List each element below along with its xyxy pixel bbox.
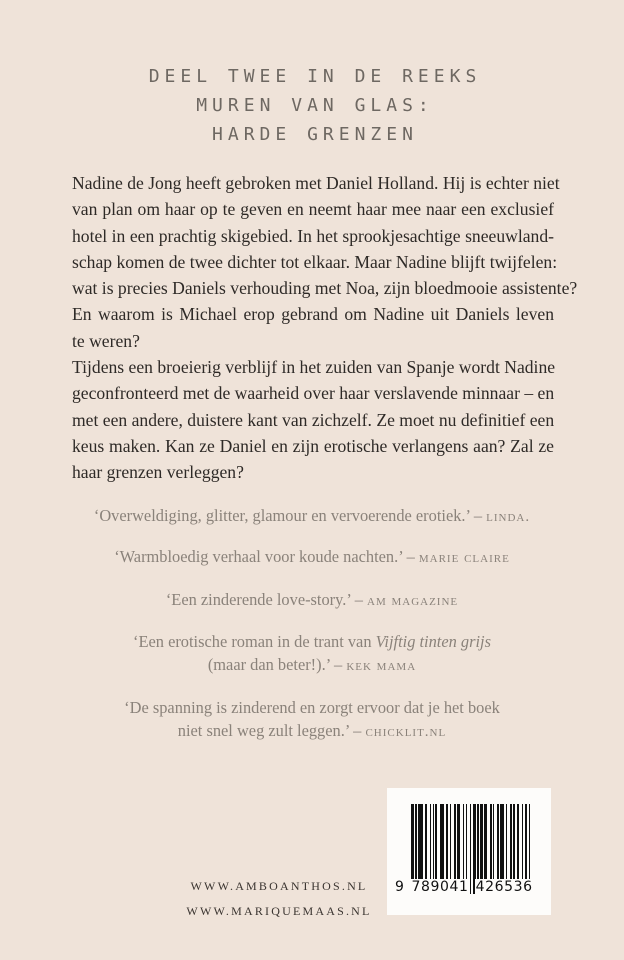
review-quote-marie-claire (0, 545, 624, 570)
blurb-line: En waarom is Michael erop gebrand om Nadine uit Daniels leven (72, 304, 554, 325)
quote-source: kek mama (346, 658, 417, 674)
blurb-line: te weren? (72, 330, 140, 351)
quote-source: chicklit.nl (365, 724, 447, 740)
quote-source: marie claire (418, 550, 510, 566)
blurb-line: schap komen de twee dichter tot elkaar. Maar Nadine blijft twijfelen: (72, 251, 558, 272)
quote-text: ‘Een erotische roman in de trant van (133, 632, 376, 651)
blurb-line: hotel in een prachtig skigebied. In het sprookjesachtige sneeuwland- (72, 225, 554, 246)
quote-text: ‘Overweldiging, glitter, glamour en vervoerende erotiek.’ – (93, 506, 487, 525)
blurb-line: haar grenzen verleggen? (72, 462, 244, 483)
blurb (72, 170, 578, 486)
blurb-paragraph-2 (72, 354, 554, 485)
quote-source: linda. (486, 509, 531, 525)
series-title-line-3: HARDE GRENZEN (212, 124, 418, 145)
quote-text: (maar dan beter!).’ – (207, 655, 347, 674)
url-amboanthos[interactable]: WWW.AMBOANTHOS.NL (190, 879, 368, 893)
review-quote-chicklit (0, 696, 624, 744)
publisher-urls (0, 874, 558, 924)
blurb-line: Tijdens een broeierig verblijf in het zuiden van Spanje wordt Nadine (72, 357, 556, 378)
blurb-line: van plan om haar op te geven en neemt haar mee naar een exclusief (72, 199, 554, 220)
review-quote-am-magazine (0, 588, 624, 613)
quote-text: niet snel weg zult leggen.’ – (177, 721, 366, 740)
url-mariquemaas[interactable]: WWW.MARIQUEMAAS.NL (186, 904, 372, 918)
blurb-line: keus maken. Kan ze Daniel en zijn erotische verlangens aan? Zal ze (72, 435, 554, 456)
blurb-line: geconfronteerd met de waarheid over haar verslavende minnaar – en (72, 383, 555, 404)
quote-book-title: Vijftig tinten grijs (375, 632, 491, 651)
quote-text: ‘Warmbloedig verhaal voor koude nachten.’ – (114, 547, 419, 566)
quote-text: ‘De spanning is zinderend en zorgt ervoor dat je het boek (124, 698, 500, 717)
isbn-group-2: 426536 (475, 879, 533, 895)
blurb-line: wat is precies Daniels verhouding met Noa, zijn bloedmooie assistente? (72, 278, 578, 299)
quote-source: am magazine (367, 593, 459, 609)
isbn-group-1: 789041 (411, 879, 469, 895)
blurb-line: met een andere, duistere kant van zichzelf. Ze moet nu definitief een (72, 409, 555, 430)
review-quote-kek-mama (0, 630, 624, 678)
series-title (0, 62, 624, 149)
isbn-first-digit: 9 (395, 879, 405, 895)
blurb-paragraph-1 (72, 170, 578, 354)
series-title-line-2: MUREN VAN GLAS: (196, 95, 434, 116)
blurb-line: Nadine de Jong heeft gebroken met Daniel Holland. Hij is echter niet (72, 173, 560, 193)
quote-text: ‘Een zinderende love-story.’ – (165, 590, 367, 609)
series-title-line-1: DEEL TWEE IN DE REEKS (148, 66, 482, 87)
review-quote-linda (0, 504, 624, 529)
